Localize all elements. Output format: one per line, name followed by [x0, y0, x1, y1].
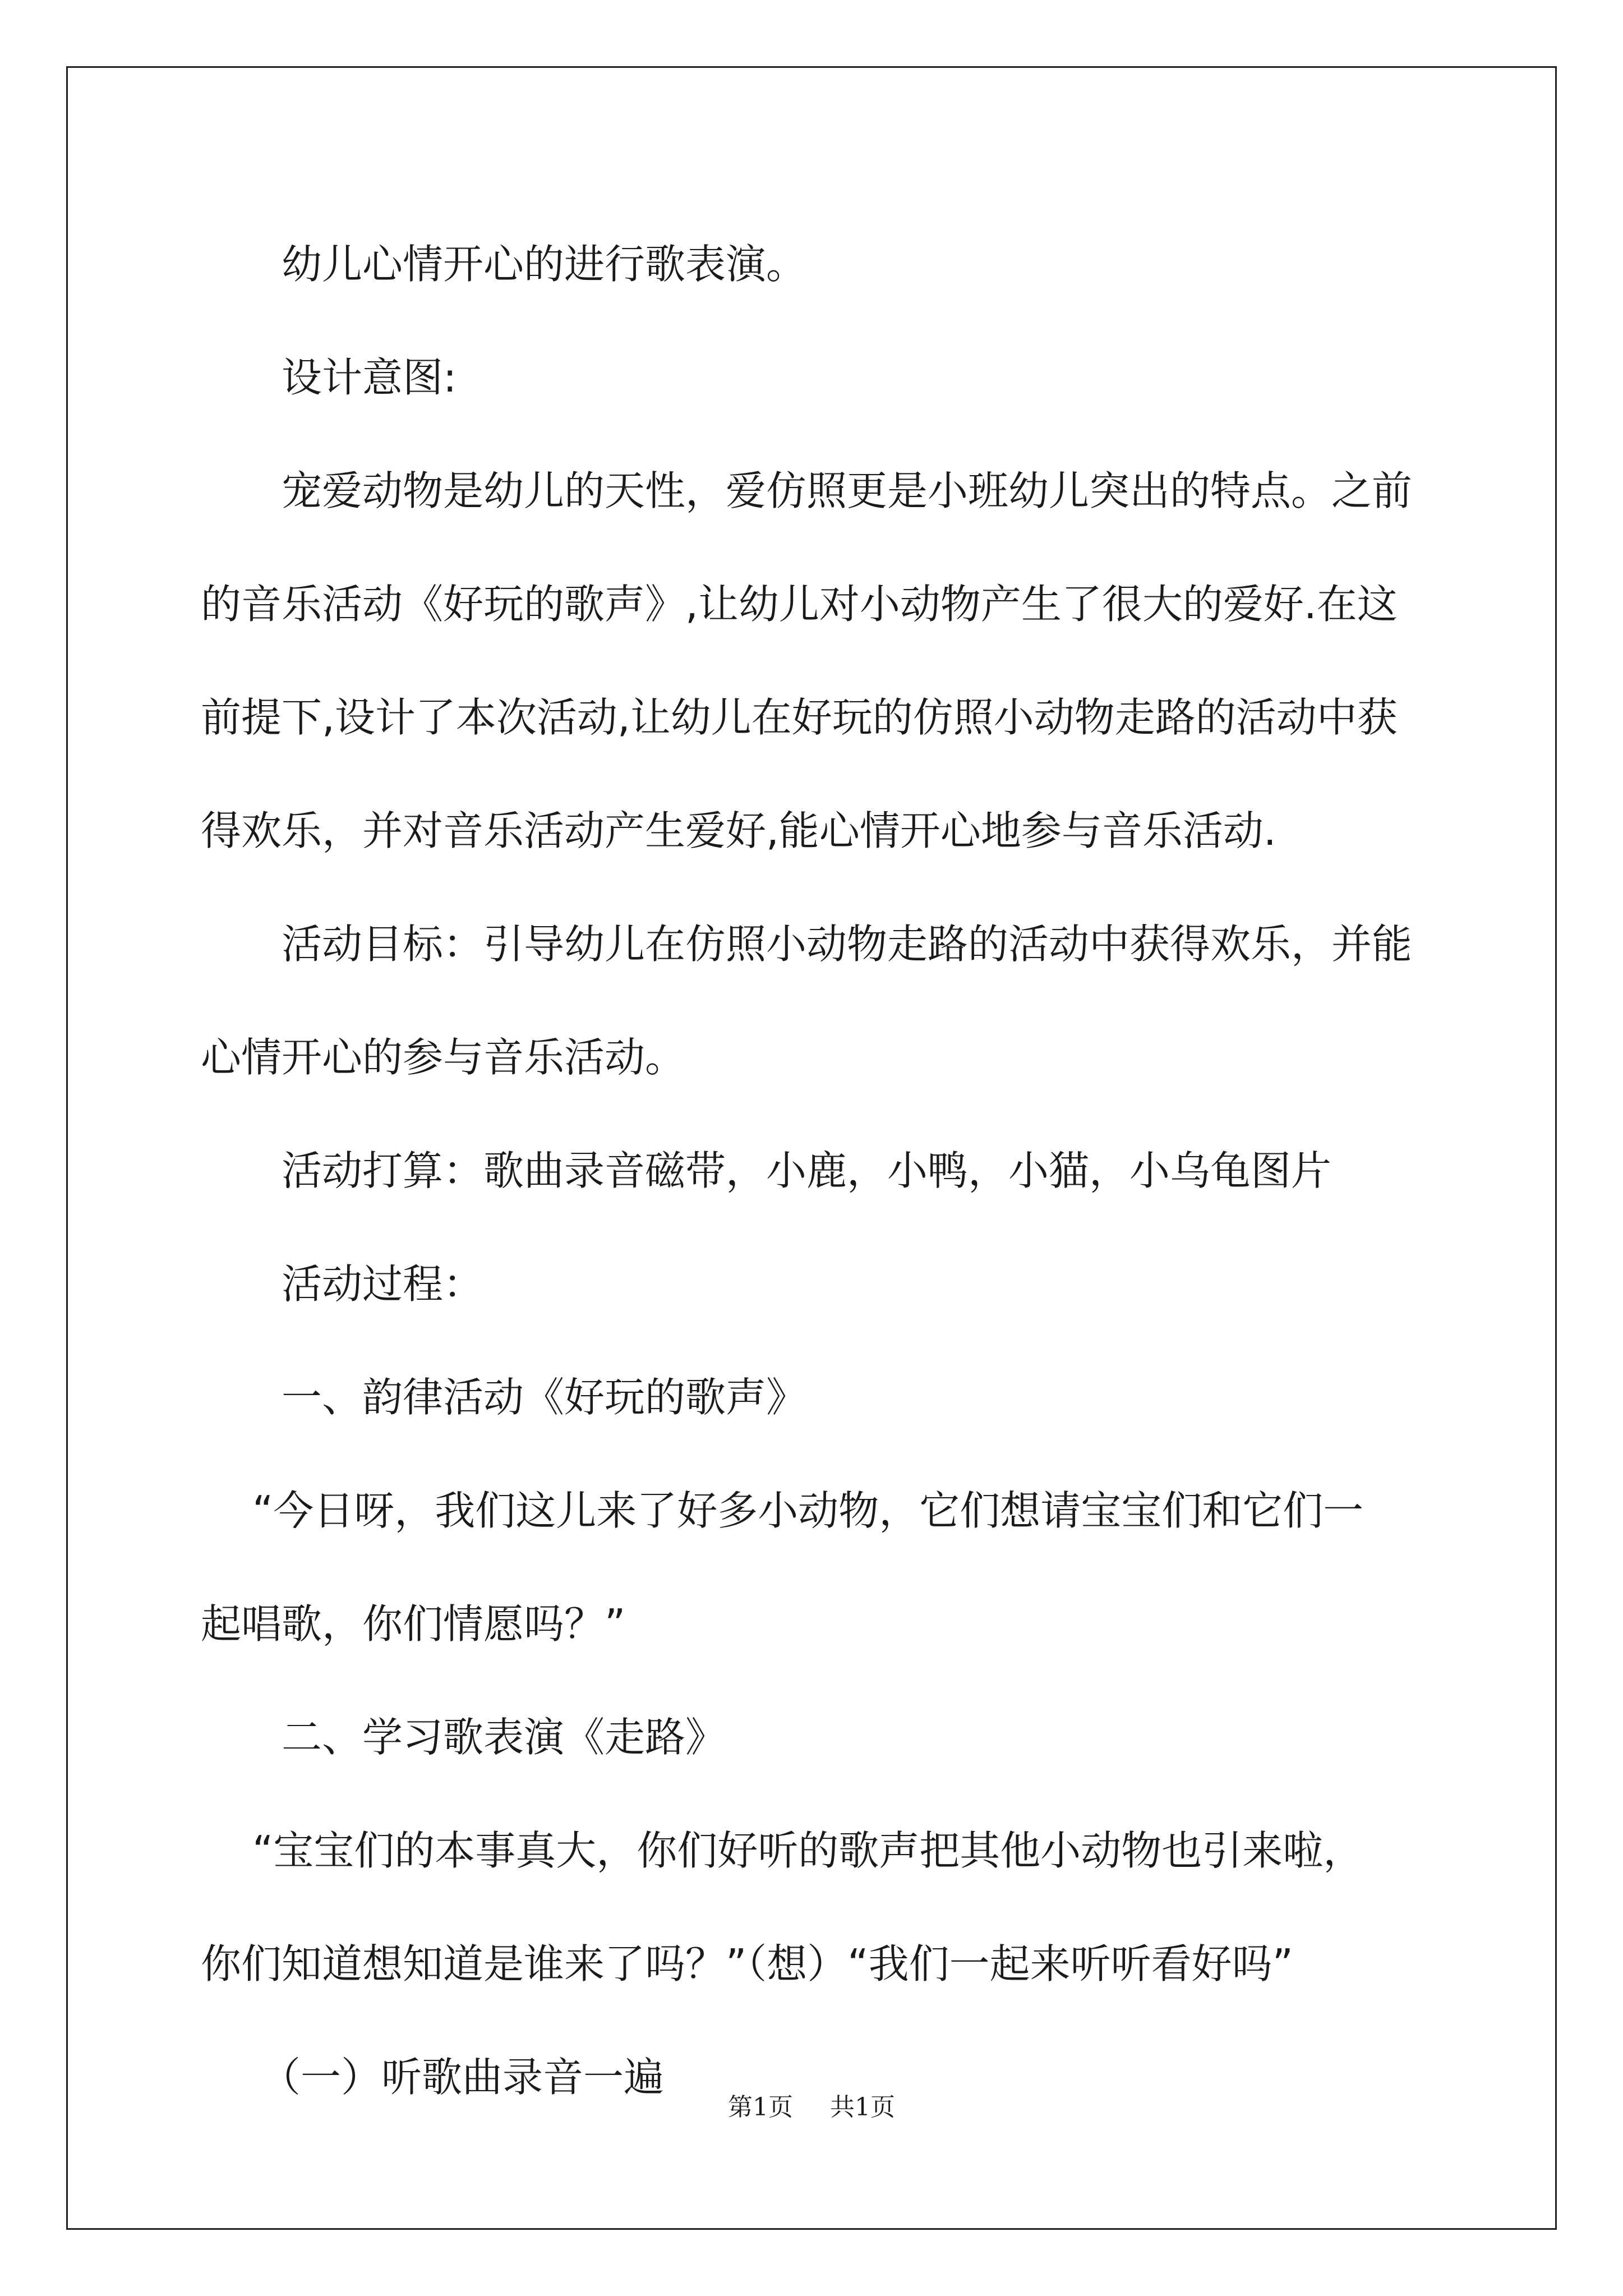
paragraph-activity-preparation: 活动打算：歌曲录音磁带，小鹿，小鸭，小猫，小乌龟图片 [282, 1147, 1332, 1194]
paragraph-continuation: 前提下,设计了本次活动,让幼儿在好玩的仿照小动物走路的活动中获 [201, 694, 1398, 741]
paragraph-activity-goal: 活动目标：引导幼儿在仿照小动物走路的活动中获得欢乐，并能 [282, 921, 1413, 968]
section-heading-activity-process: 活动过程： [282, 1260, 484, 1308]
subsection-heading: （一）听歌曲录音一遍 [260, 2054, 665, 2101]
paragraph-continuation: 的音乐活动《好玩的歌声》,让幼儿对小动物产生了很大的爱好.在这 [201, 581, 1398, 628]
document-body [201, 208, 1435, 2134]
section-heading-step-two: 二、学习歌表演《走路》 [282, 1714, 726, 1761]
page-footer [0, 2087, 1623, 2123]
paragraph-continuation: 你们知道想知道是谁来了吗？”（想）“我们一起来听听看好吗” [201, 1940, 1293, 1987]
section-heading-design-intent: 设计意图: [282, 354, 457, 401]
quote-paragraph: “宝宝们的本事真大，你们好听的歌声把其他小动物也引来啦， [252, 1827, 1364, 1874]
paragraph: 幼儿心情开心的进行歌表演。 [282, 241, 807, 288]
paragraph: 宠爱动物是幼儿的天性，爱仿照更是小班幼儿突出的特点。之前 [282, 467, 1413, 514]
quote-paragraph: “今日呀，我们这儿来了好多小动物，它们想请宝宝们和它们一 [252, 1487, 1364, 1534]
total-pages: 共1页 [830, 2093, 895, 2122]
page-number: 第1页 [728, 2093, 793, 2122]
paragraph-continuation: 起唱歌，你们情愿吗？” [201, 1600, 626, 1648]
paragraph-continuation: 心情开心的参与音乐活动。 [201, 1034, 686, 1081]
paragraph-continuation: 得欢乐，并对音乐活动产生爱好,能心情开心地参与音乐活动. [201, 807, 1276, 854]
section-heading-step-one: 一、韵律活动《好玩的歌声》 [282, 1374, 807, 1421]
